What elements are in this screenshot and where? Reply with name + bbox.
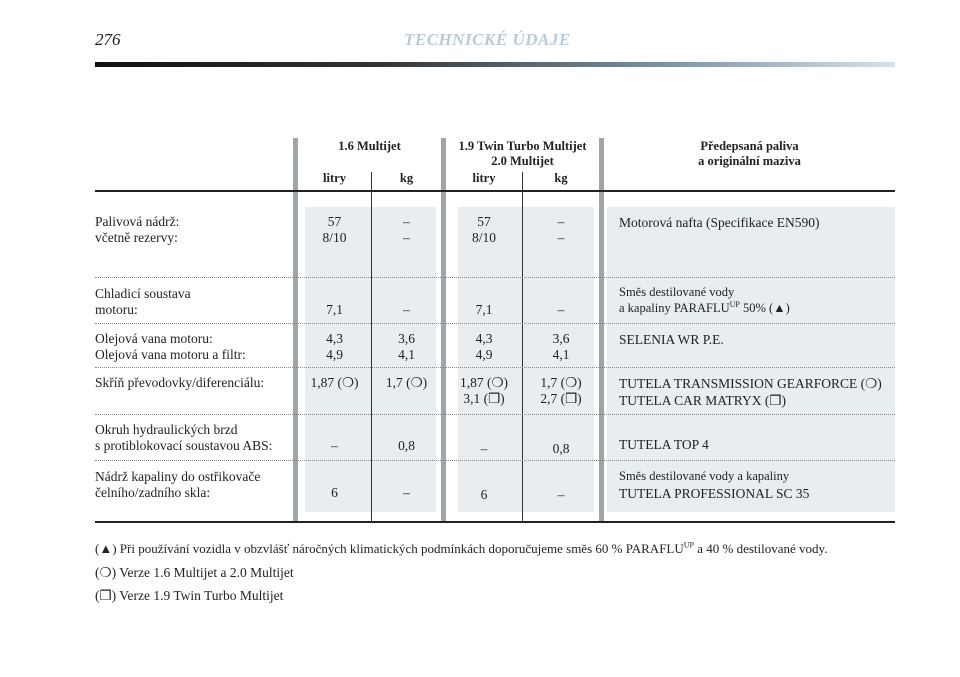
page-title: TECHNICKÉ ÚDAJE [404, 30, 571, 49]
shade-fuels [607, 207, 895, 512]
footnote-mixture: (▲) Při používání vozidla v obzvlášť náročných klimatických podmínkách doporučujeme směs 60 % $PARAFLU^{UP}$ a 40 % destilované vody. [95, 540, 828, 556]
column-divider [599, 138, 604, 523]
cell-e2-litry: 1,87 (❍) 3,1 (❒) [459, 375, 509, 406]
table-bottom-rule [95, 521, 895, 523]
cell-fuel: TUTELA TOP 4 [619, 437, 709, 452]
row-label-washer: Nádrž kapaliny do ostřikovače čelního/zadního skla: [95, 469, 261, 500]
cell-e2-litry: – [480, 441, 488, 456]
cell-e1-litry: 6 [331, 485, 338, 500]
cell-e2-kg: – [557, 302, 565, 317]
engine2-header [446, 139, 599, 169]
cell-e2-kg: 0,8 [552, 441, 570, 456]
engine1-unit-kg: kg [399, 171, 414, 185]
cell-e2-litry: 7,1 [475, 302, 493, 317]
engine2-header-line2: 2.0 Multijet [491, 154, 554, 168]
row-label-oil-pan: Olejová vana motoru: Olejová vana motoru a filtr: [95, 331, 246, 362]
cell-fuel: Motorová nafta (Specifikace EN590) [619, 215, 820, 230]
cell-fuel: SELENIA WR P.E. [619, 332, 724, 347]
row-separator [95, 277, 895, 278]
footnote-circle: (❍) Verze 1.6 Multijet a 2.0 Multijet [95, 565, 294, 580]
cell-e1-kg: – [403, 485, 410, 500]
row-separator [95, 414, 895, 415]
row-label-fuel-tank: Palivová nádrž: včetně rezervy: [95, 214, 180, 245]
cell-e1-litry: 57 8/10 [322, 214, 347, 245]
cell-e2-kg: 3,6 4,1 [552, 331, 570, 362]
footnote-square: (❒) Verze 1.9 Twin Turbo Multijet [95, 588, 284, 603]
row-label-brakes: Okruh hydraulických brzd s protiblokovací soustavou ABS: [95, 422, 273, 453]
cell-fuel: TUTELA TRANSMISSION GEARFORCE (❍) TUTELA CAR MATRYX (❒) [619, 376, 882, 408]
fuels-header-line1: Předepsaná paliva [700, 139, 799, 153]
row-separator [95, 460, 895, 461]
cell-e1-litry: 1,87 (❍) [310, 375, 359, 390]
cell-e2-kg: 1,7 (❍) 2,7 (❒) [540, 375, 582, 406]
engine1-header: 1.6 Multijet [338, 139, 401, 153]
cell-e1-kg: – – [403, 214, 410, 245]
cell-e1-kg: 0,8 [398, 438, 415, 453]
cell-e2-litry: 57 8/10 [471, 214, 496, 245]
engine2-unit-kg: kg [554, 171, 568, 185]
cell-e1-kg: – [403, 302, 410, 317]
row-separator [95, 323, 895, 324]
cell-e1-litry: 4,3 4,9 [326, 331, 343, 362]
cell-e1-kg: 1,7 (❍) [385, 375, 428, 390]
cell-e1-litry: 7,1 [326, 302, 343, 317]
page-number: 276 [95, 30, 121, 49]
engine2-unit-litry: litry [472, 171, 496, 185]
cell-e2-litry: 6 [480, 487, 488, 502]
cell-e2-kg: – [557, 487, 565, 502]
cell-e1-kg: 3,6 4,1 [398, 331, 415, 362]
cell-fuel: Směs destilované vody a kapaliny $PARAFLU^{UP}$ 50% (▲) [619, 285, 790, 315]
row-label-gearbox: Skříň převodovky/diferenciálu: [95, 375, 265, 390]
cell-e2-kg: – – [557, 214, 565, 245]
row-separator [95, 367, 895, 368]
fuels-header [604, 139, 895, 169]
cell-e2-litry: 4,3 4,9 [475, 331, 493, 362]
header-rule [95, 62, 895, 67]
engine2-header-line1: 1.9 Twin Turbo Multijet [458, 139, 587, 153]
row-label-cooling: Chladicí soustava motoru: [95, 286, 191, 317]
cell-e1-litry: – [331, 438, 338, 453]
fuels-header-line2: a originální maziva [698, 154, 801, 168]
engine1-unit-litry: litry [323, 171, 346, 185]
cell-fuel: Směs destilované vody a kapaliny TUTELA PROFESSIONAL SC 35 [619, 469, 810, 501]
table-top-rule [95, 190, 895, 192]
